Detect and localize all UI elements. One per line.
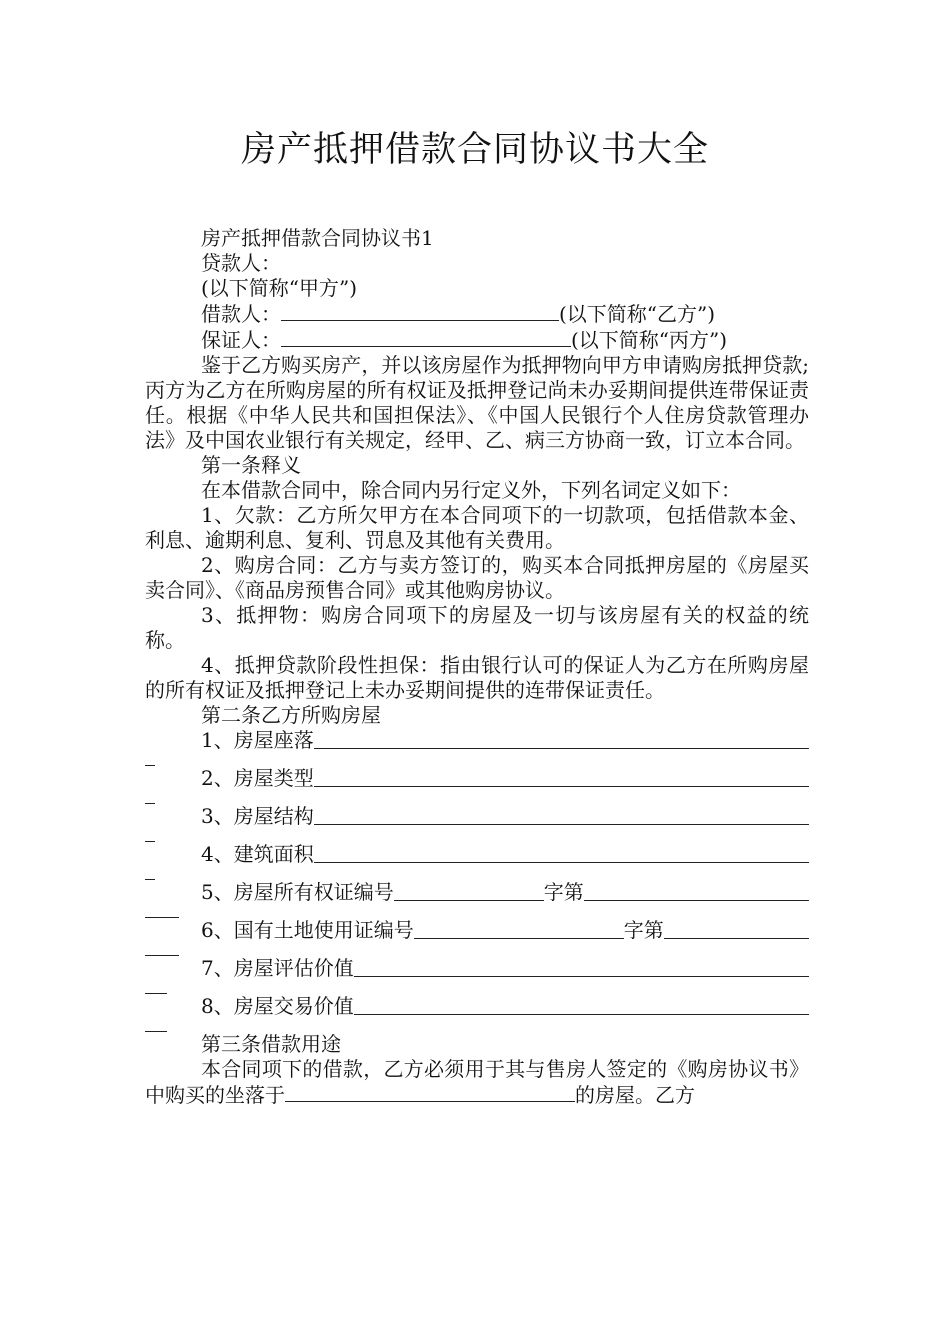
house-location-field: [145, 728, 809, 753]
document-body: [145, 226, 809, 1108]
borrower-line: [145, 301, 809, 327]
field-label: 3、房屋结构: [201, 804, 314, 828]
field-blank-wrap: [145, 753, 155, 766]
article1-item: 2、购房合同：乙方与卖方签订的，购买本合同抵押房屋的《房屋买卖合同》、《商品房预售合同》或其他购房协议。: [145, 553, 809, 602]
article3-heading: 第三条借款用途: [201, 1032, 341, 1056]
field-blank-wrap: [145, 829, 155, 842]
article1-heading: 第一条释义: [201, 453, 301, 477]
article2-heading: 第二条乙方所购房屋: [201, 703, 381, 727]
borrower-blank: [281, 301, 559, 321]
building-area-field: [145, 842, 809, 867]
article1-item: 1、欠款：乙方所欠甲方在本合同项下的一切款项，包括借款本金、利息、逾期利息、复利、罚息及其他有关费用。: [145, 503, 809, 552]
field-blank-wrap: [145, 981, 167, 994]
field-blank: [314, 842, 809, 863]
article3-text-a: 本合同项下的借款，乙方必须用于其与售房人签定的《购房协议书》中购买的坐落于: [145, 1057, 809, 1107]
ownership-cert-field: [145, 880, 809, 905]
field-blank: [314, 728, 809, 749]
field-blank: [584, 880, 809, 901]
house-structure-field: [145, 804, 809, 829]
field-mid-label: 字第: [623, 918, 664, 942]
article3-paragraph: [145, 1057, 809, 1108]
field-blank-wrap: [145, 905, 179, 918]
field-blank-wrap: [145, 943, 179, 956]
guarantor-note: (以下简称“丙方”): [571, 328, 728, 352]
field-label: 5、房屋所有权证编号: [201, 880, 394, 904]
field-label: 2、房屋类型: [201, 766, 314, 790]
lender-note: (以下简称“甲方”): [201, 276, 358, 300]
field-blank: [414, 918, 624, 939]
guarantor-blank: [281, 327, 571, 347]
field-label: 4、建筑面积: [201, 842, 314, 866]
location-blank: [285, 1082, 575, 1102]
article3-text-b: 的房屋。乙方: [575, 1083, 695, 1107]
field-blank: [354, 956, 809, 977]
field-mid-label: 字第: [543, 880, 584, 904]
field-label: 1、房屋座落: [201, 728, 314, 752]
field-blank: [664, 918, 809, 939]
field-blank-wrap: [145, 791, 155, 804]
guarantor-label: 保证人：: [201, 328, 281, 352]
appraised-value-field: [145, 956, 809, 981]
field-blank-wrap: [145, 867, 155, 880]
preamble-paragraph: 鉴于乙方购买房产，并以该房屋作为抵押物向甲方申请购房抵押贷款;丙方为乙方在所购房屋的所有权证及抵押登记尚未办妥期间提供连带保证责任。根据《中华人民共和国担保法》、《中国人民银行个人住房贷款管理办法》及中国农业银行有关规定，经甲、乙、病三方协商一致，订立本合同。: [145, 353, 809, 452]
land-cert-field: [145, 918, 809, 943]
house-type-field: [145, 766, 809, 791]
field-blank: [314, 804, 809, 825]
field-blank: [394, 880, 544, 901]
subtitle: 房产抵押借款合同协议书1: [201, 226, 434, 250]
field-label: 8、房屋交易价值: [201, 994, 354, 1018]
article1-item: 3、抵押物：购房合同项下的房屋及一切与该房屋有关的权益的统称。: [145, 603, 809, 652]
field-blank: [314, 766, 809, 787]
field-label: 7、房屋评估价值: [201, 956, 354, 980]
field-blank: [354, 994, 809, 1015]
document-title: 房产抵押借款合同协议书大全: [240, 130, 709, 170]
transaction-value-field: [145, 994, 809, 1019]
field-label: 6、国有土地使用证编号: [201, 918, 414, 942]
article1-intro: 在本借款合同中，除合同内另行定义外，下列名词定义如下：: [201, 478, 741, 502]
field-blank-wrap: [145, 1019, 167, 1032]
article1-item: 4、抵押贷款阶段性担保：指由银行认可的保证人为乙方在所购房屋的所有权证及抵押登记上未办妥期间提供的连带保证责任。: [145, 653, 809, 702]
borrower-note: (以下简称“乙方”): [559, 302, 716, 326]
guarantor-line: [145, 327, 809, 353]
borrower-label: 借款人：: [201, 302, 281, 326]
lender-label: 贷款人：: [201, 251, 281, 275]
